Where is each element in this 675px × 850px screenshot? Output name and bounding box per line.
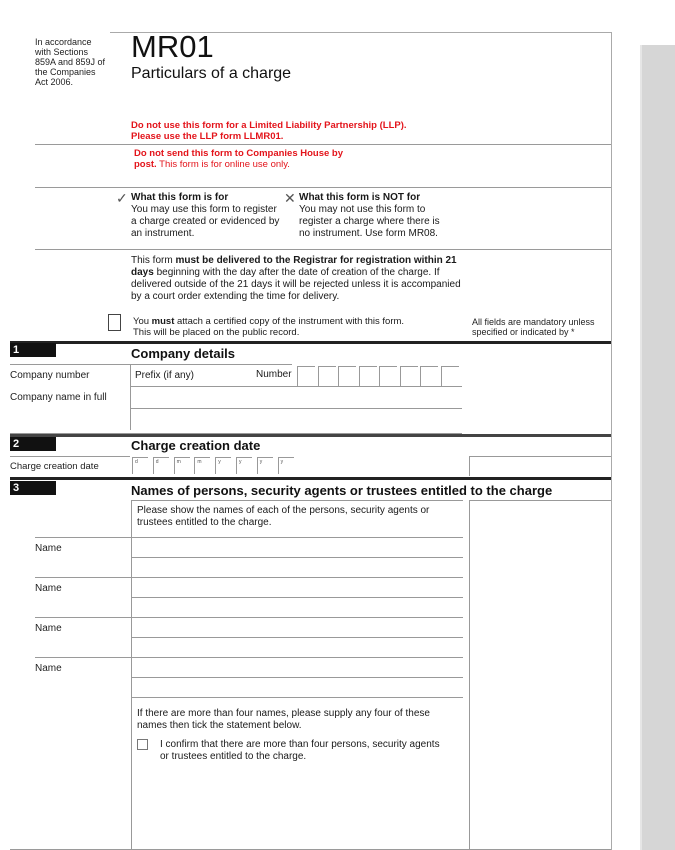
confirm-text: I confirm that there are more than four persons, security agents or trustees entitled to the charge. <box>160 739 440 762</box>
name-label: Name <box>35 583 62 594</box>
divider <box>10 364 130 365</box>
company-number-digit[interactable] <box>359 366 377 386</box>
section-1-title: Company details <box>131 346 236 361</box>
company-number-label: Company number <box>10 370 90 381</box>
section-3-number: 3 <box>10 481 56 495</box>
charge-date-label: Charge creation date <box>10 461 99 472</box>
section-3-title: Names of persons, security agents or trustees entitled to the charge <box>131 483 553 498</box>
charge-date-digit[interactable]: m <box>174 457 190 474</box>
usage-for-text: You may use this form to register a charge created or evidenced by an instrument. <box>131 204 280 239</box>
llp-warning <box>131 120 407 142</box>
llp-warning-line2: Please use the LLP form LLMR01. <box>131 131 284 142</box>
delivery-bold: must be delivered to the Registrar for registration within <box>175 255 443 266</box>
usage-not-for <box>299 192 449 240</box>
charge-date-digit[interactable]: y <box>215 457 231 474</box>
name-label: Name <box>35 623 62 634</box>
company-name-line1[interactable] <box>130 386 462 408</box>
usage-for <box>131 192 281 240</box>
charge-date-digit[interactable]: d <box>153 457 169 474</box>
company-number-digit[interactable] <box>420 366 438 386</box>
company-number-digit[interactable] <box>379 366 397 386</box>
usage-for-title: What this form is for <box>131 192 229 203</box>
charge-date-digit[interactable]: d <box>132 457 148 474</box>
post-warning-bold2: post. <box>134 159 157 170</box>
divider <box>35 249 611 250</box>
document-icon <box>108 314 121 331</box>
section-2-number: 2 <box>10 437 56 451</box>
attach-notice <box>133 316 423 338</box>
post-warning <box>134 148 364 170</box>
charge-date-digit[interactable]: y <box>257 457 273 474</box>
name-input-line2[interactable] <box>131 637 463 657</box>
divider <box>10 456 130 457</box>
company-number-digit[interactable] <box>441 366 459 386</box>
section-2-title: Charge creation date <box>131 438 261 453</box>
post-warning-rest: This form is for online use only. <box>156 159 290 170</box>
attach-rest: attach a certified copy of the instrument with this form. This will be placed on the public record. <box>133 316 405 338</box>
delivery-pre: This form <box>131 255 176 266</box>
name-input-line1[interactable] <box>131 537 463 557</box>
more-than-four-checkbox[interactable] <box>137 739 148 750</box>
delivery-bold2: 21 days <box>131 255 457 278</box>
llp-warning-line1: Do not use this form for a Limited Liability Partnership (LLP). <box>131 120 407 131</box>
divider <box>131 697 463 698</box>
section-1-number: 1 <box>10 343 56 357</box>
legal-reference: In accordance with Sections 859A and 859J of the Companies Act 2006. <box>35 37 106 87</box>
usage-not-for-title: What this form is NOT for <box>299 192 421 203</box>
name-input-line1[interactable] <box>131 577 463 597</box>
charge-date-digit[interactable]: y <box>278 457 294 474</box>
attach-pre: You <box>133 316 152 327</box>
name-input-line2[interactable] <box>131 597 463 617</box>
attach-bold: must <box>151 316 175 327</box>
name-label: Name <box>35 663 62 674</box>
form-code: MR01 <box>131 29 214 64</box>
name-input-line2[interactable] <box>131 677 463 697</box>
number-label: Number <box>256 369 292 380</box>
mandatory-note: All fields are mandatory unless specified or indicated by * <box>472 317 595 337</box>
section-3-guidance-box <box>469 500 611 850</box>
frame-right <box>611 32 612 850</box>
delivery-rest: beginning with the day after the date of creation of the charge. If delivered outside of the 21 days it will be rejected unless it is accompanied by a court order extending the time for delivery. <box>131 267 461 302</box>
check-icon: ✓ <box>116 190 128 206</box>
divider <box>35 144 611 145</box>
prefix-label: Prefix (if any) <box>135 370 194 381</box>
company-number-digit[interactable] <box>318 366 336 386</box>
post-warning-bold: Do not send this form to Companies House by <box>134 148 344 159</box>
cross-icon: ✕ <box>284 190 296 206</box>
company-number-digit[interactable] <box>338 366 356 386</box>
charge-date-note-box <box>469 456 611 476</box>
charge-date-digit[interactable]: y <box>236 457 252 474</box>
company-name-label: Company name in full <box>10 392 107 403</box>
name-input-line1[interactable] <box>131 617 463 637</box>
charge-date-digit[interactable]: m <box>194 457 210 474</box>
divider <box>35 187 611 188</box>
form-title: Particulars of a charge <box>131 65 292 82</box>
section-divider <box>10 477 611 480</box>
company-number-digit[interactable] <box>297 366 315 386</box>
name-input-line2[interactable] <box>131 557 463 577</box>
section-divider <box>10 341 611 344</box>
delivery-notice <box>131 255 461 303</box>
side-panel <box>640 45 675 850</box>
name-label: Name <box>35 543 62 554</box>
names-instructions: Please show the names of each of the persons, security agents or trustees entitled to the charge. <box>137 505 430 528</box>
company-number-digit[interactable] <box>400 366 418 386</box>
more-than-four-text: If there are more than four names, please supply any four of these names then tick the statement below. <box>137 708 430 731</box>
usage-not-for-text: You may not use this form to register a charge where there is no instrument. Use form MR08. <box>299 204 440 239</box>
name-input-line1[interactable] <box>131 657 463 677</box>
company-name-line2[interactable] <box>130 408 462 430</box>
section-divider <box>10 434 611 437</box>
